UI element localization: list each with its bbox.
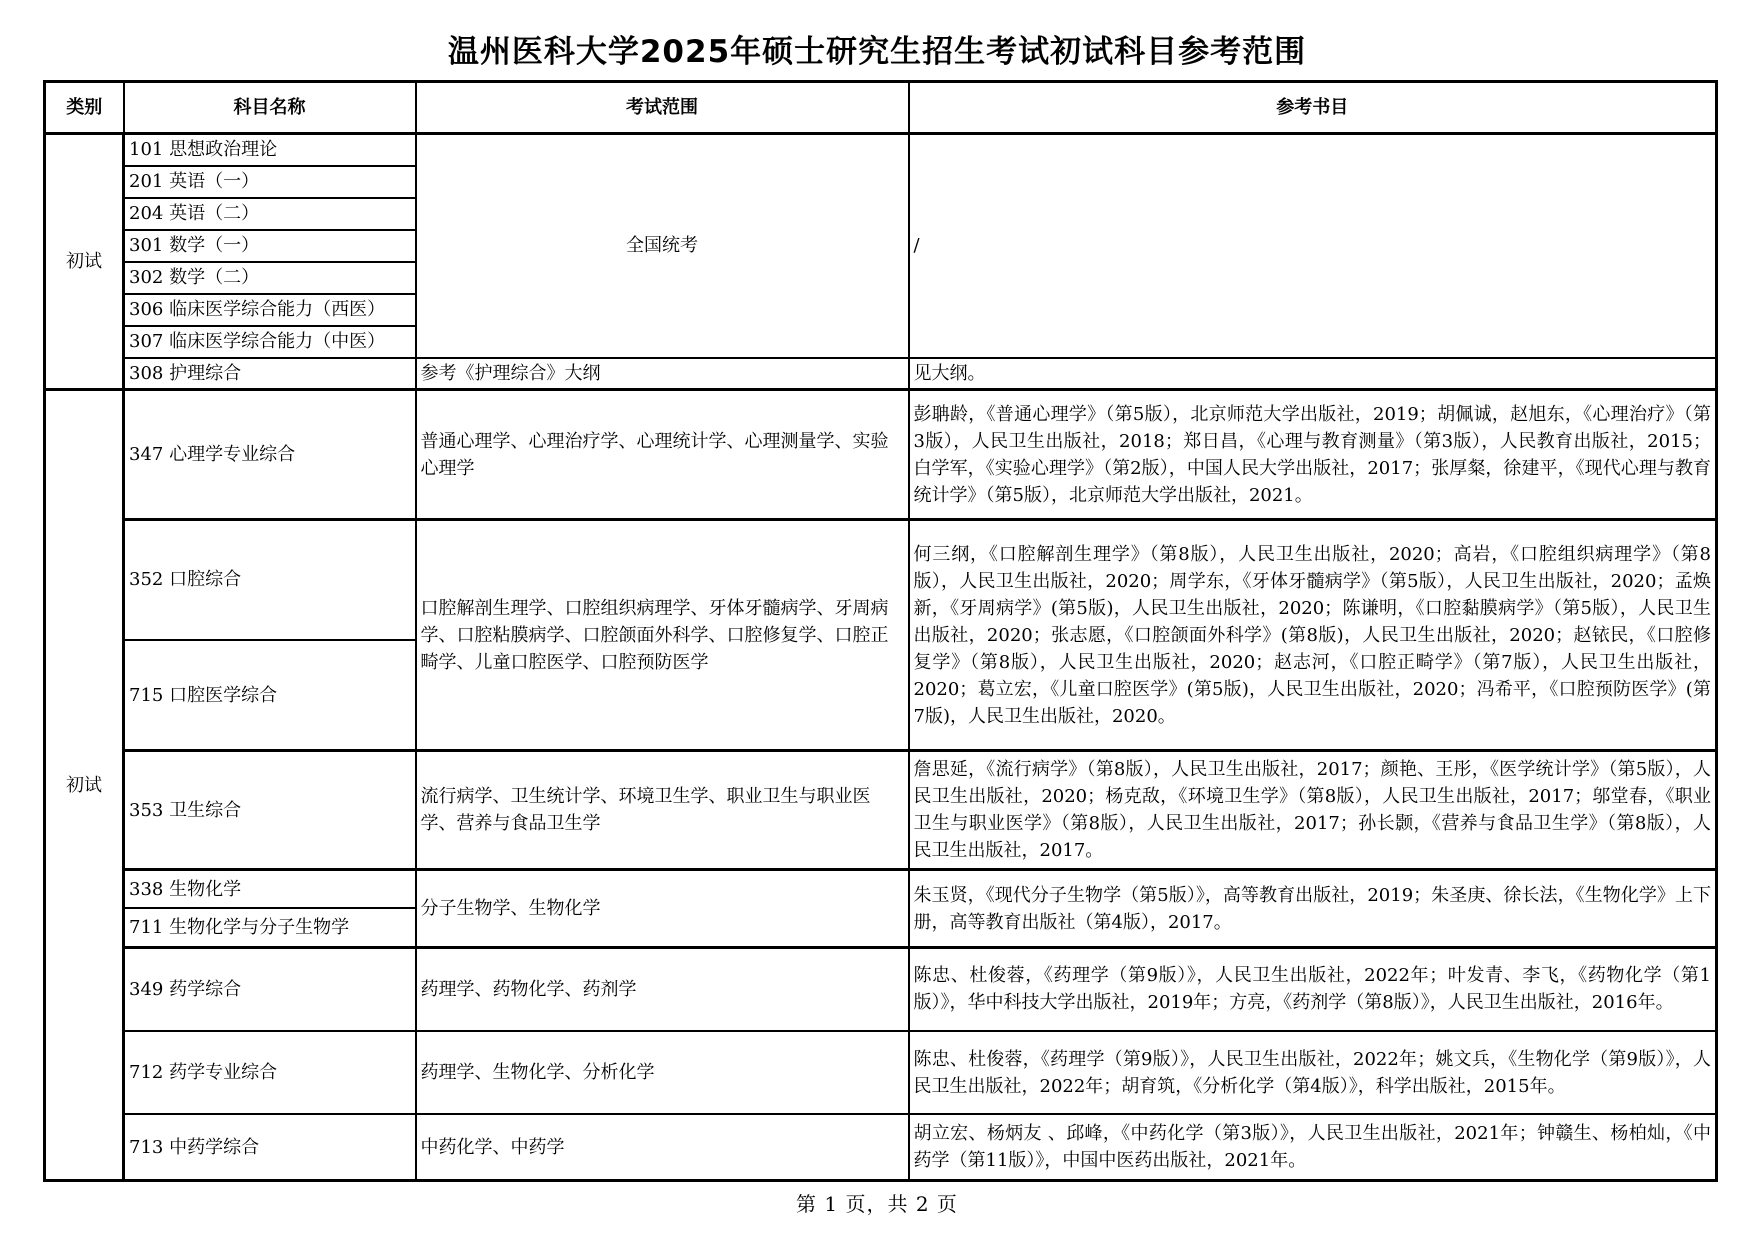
page-title: 温州医科大学2025年硕士研究生招生考试初试科目参考范围 (447, 34, 1307, 70)
table-row (45, 870, 1717, 908)
exam-scope: 全国统考 (416, 134, 909, 358)
subject-name: 306 临床医学综合能力（西医） (124, 294, 416, 326)
exam-scope: 口腔解剖生理学、口腔组织病理学、牙体牙髓病学、牙周病学、口腔粘膜病学、口腔颌面外科学、口腔修复学、口腔正畸学、儿童口腔医学、口腔预防医学 (416, 519, 909, 751)
table-row (45, 1031, 1717, 1114)
header-category: 类别 (45, 82, 124, 134)
exam-subjects-table (43, 80, 1718, 1182)
category-cell: 初试 (45, 390, 124, 1181)
header-references: 参考书目 (909, 82, 1717, 134)
table-row (45, 751, 1717, 870)
reference-books: 朱玉贤，《现代分子生物学（第5版）》，高等教育出版社，2019；朱圣庚、徐长法，《生物化学》上下册，高等教育出版社（第4版），2017。 (909, 870, 1717, 948)
exam-scope: 参考《护理综合》大纲 (416, 358, 909, 390)
subject-name: 204 英语（二） (124, 198, 416, 230)
subject-name: 353 卫生综合 (124, 751, 416, 870)
table-row (45, 390, 1717, 519)
subject-name: 713 中药学综合 (124, 1114, 416, 1180)
table-row (45, 519, 1717, 640)
exam-scope: 普通心理学、心理治疗学、心理统计学、心理测量学、实验心理学 (416, 390, 909, 519)
table-row (45, 134, 1717, 166)
table-row (45, 948, 1717, 1031)
table-header-row (45, 82, 1717, 134)
subject-name: 201 英语（一） (124, 166, 416, 198)
subject-name: 711 生物化学与分子生物学 (124, 908, 416, 948)
subject-name: 712 药学专业综合 (124, 1031, 416, 1114)
reference-books: 见大纲。 (909, 358, 1717, 390)
reference-books: 陈忠、杜俊蓉，《药理学（第9版）》，人民卫生出版社，2022年；姚文兵，《生物化学（第9版）》，人民卫生出版社，2022年；胡育筑，《分析化学（第4版）》，科学出版社，2015年。 (909, 1031, 1717, 1114)
reference-books: 陈忠、杜俊蓉，《药理学（第9版）》，人民卫生出版社，2022年；叶发青、李飞，《药物化学（第1版）》，华中科技大学出版社，2019年；方亮，《药剂学（第8版）》，人民卫生出版社，2016年。 (909, 948, 1717, 1031)
reference-books: 胡立宏、杨炳友 、邱峰，《中药化学（第3版）》，人民卫生出版社，2021年；钟赣生、杨柏灿，《中药学（第11版）》，中国中医药出版社，2021年。 (909, 1114, 1717, 1180)
subject-name: 349 药学综合 (124, 948, 416, 1031)
subject-name: 308 护理综合 (124, 358, 416, 390)
reference-books: 何三纲，《口腔解剖生理学》（第8版），人民卫生出版社，2020；高岩，《口腔组织病理学》（第8版），人民卫生出版社，2020；周学东，《牙体牙髓病学》（第5版），人民卫生出版社，2020；孟焕新，《牙周病学》(第5版)，人民卫生出版社，2020；陈谦明，《口腔黏膜病学》（第5版），人民卫生出版社，2020；张志愿，《口腔颌面外科学》(第8版)，人民卫生出版社，2020；赵铱民，《口腔修复学》（第8版），人民卫生出版社，2020；赵志河，《口腔正畸学》（第7版），人民卫生出版社，2020；葛立宏，《儿童口腔医学》(第5版)，人民卫生出版社，2020；冯希平，《口腔预防医学》(第7版)，人民卫生出版社，2020。 (909, 519, 1717, 751)
subject-name: 307 临床医学综合能力（中医） (124, 326, 416, 358)
header-scope: 考试范围 (416, 82, 909, 134)
subject-name: 338 生物化学 (124, 870, 416, 908)
subject-name: 715 口腔医学综合 (124, 640, 416, 751)
table-row (45, 358, 1717, 390)
subject-name: 302 数学（二） (124, 262, 416, 294)
exam-scope: 分子生物学、生物化学 (416, 870, 909, 948)
exam-scope: 中药化学、中药学 (416, 1114, 909, 1180)
reference-books: 彭聃龄，《普通心理学》（第5版），北京师范大学出版社，2019；胡佩诚，赵旭东，《心理治疗》（第3版），人民卫生出版社，2018；郑日昌，《心理与教育测量》（第3版），人民教育出版社，2015；白学军，《实验心理学》（第2版），中国人民大学出版社，2017；张厚粲，徐建平，《现代心理与教育统计学》（第5版），北京师范大学出版社，2021。 (909, 390, 1717, 519)
subject-name: 301 数学（一） (124, 230, 416, 262)
table-row (45, 1114, 1717, 1180)
subject-name: 352 口腔综合 (124, 519, 416, 640)
exam-scope: 药理学、生物化学、分析化学 (416, 1031, 909, 1114)
exam-scope: 流行病学、卫生统计学、环境卫生学、职业卫生与职业医学、营养与食品卫生学 (416, 751, 909, 870)
reference-books: / (909, 134, 1717, 358)
subject-name: 347 心理学专业综合 (124, 390, 416, 519)
category-cell: 初试 (45, 134, 124, 390)
page-footer: 第 1 页，共 2 页 (796, 1192, 958, 1216)
header-subject: 科目名称 (124, 82, 416, 134)
reference-books: 詹思延，《流行病学》（第8版），人民卫生出版社，2017；颜艳、王彤，《医学统计学》（第5版），人民卫生出版社，2020；杨克敌，《环境卫生学》（第8版），人民卫生出版社，2017；邬堂春，《职业卫生与职业医学》（第8版），人民卫生出版社，2017；孙长颢，《营养与食品卫生学》（第8版），人民卫生出版社，2017。 (909, 751, 1717, 870)
subject-name: 101 思想政治理论 (124, 134, 416, 166)
exam-scope: 药理学、药物化学、药剂学 (416, 948, 909, 1031)
